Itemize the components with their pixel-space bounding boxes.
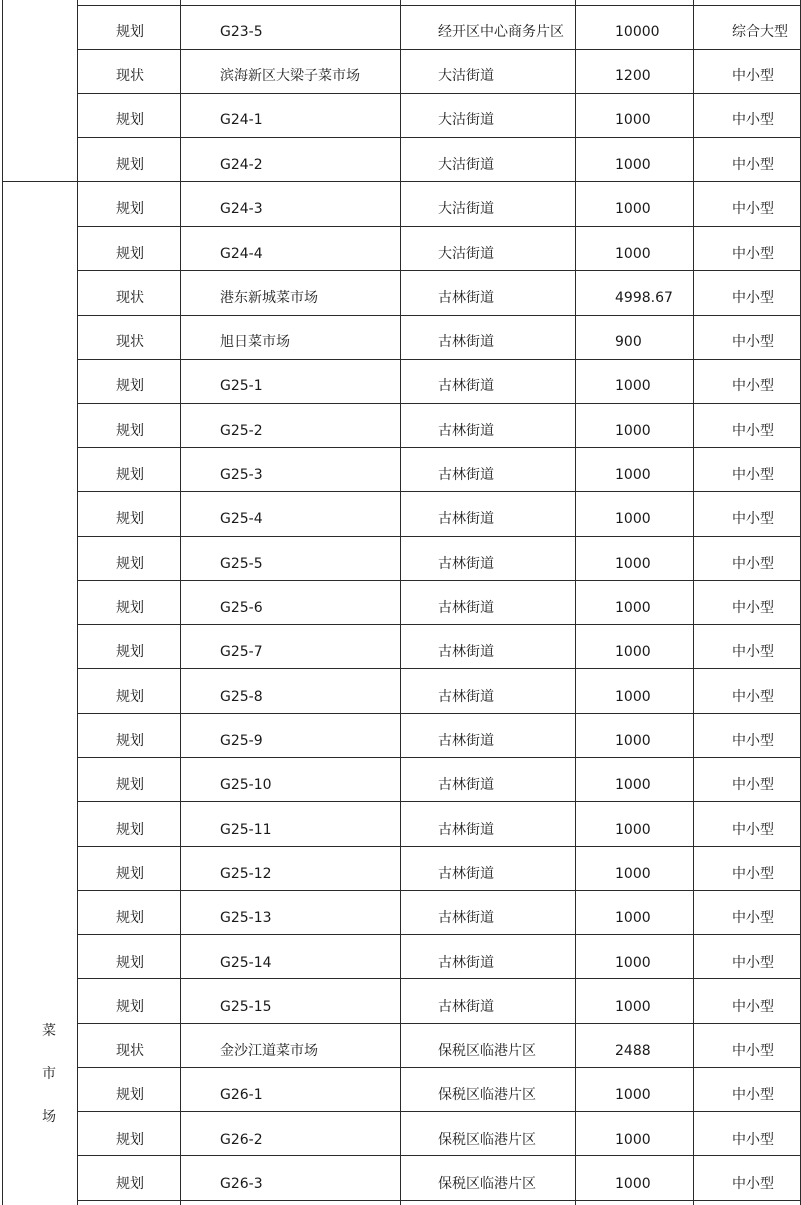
row-divider-11	[77, 491, 801, 492]
code-cell: 金沙江道菜市场	[220, 1043, 318, 1059]
area-cell: 古林街道	[438, 378, 494, 394]
size-cell: 1000	[615, 777, 651, 793]
code-cell: G23-5	[220, 24, 263, 40]
size-cell: 1000	[615, 689, 651, 705]
row-divider-10	[77, 447, 801, 448]
code-cell: G25-15	[220, 999, 272, 1015]
category-label-char: 场	[42, 1109, 56, 1125]
row-divider-13	[77, 580, 801, 581]
code-cell: G26-2	[220, 1132, 263, 1148]
area-cell: 古林街道	[438, 290, 494, 306]
code-cell: 滨海新区大梁子菜市场	[220, 68, 360, 84]
type-cell: 中小型	[732, 334, 774, 350]
status-cell: 规划	[116, 378, 144, 394]
type-cell: 中小型	[732, 157, 774, 173]
row-divider-17	[77, 757, 801, 758]
code-cell: G24-4	[220, 246, 263, 262]
type-cell: 中小型	[732, 1087, 774, 1103]
status-cell: 规划	[116, 955, 144, 971]
size-cell: 1000	[615, 556, 651, 572]
area-cell: 古林街道	[438, 733, 494, 749]
code-cell: G24-3	[220, 201, 263, 217]
code-cell: G25-9	[220, 733, 263, 749]
row-divider-23	[77, 1023, 801, 1024]
status-cell: 规划	[116, 600, 144, 616]
row-divider-8	[77, 359, 801, 360]
type-cell: 中小型	[732, 378, 774, 394]
area-cell: 古林街道	[438, 689, 494, 705]
status-cell: 规划	[116, 910, 144, 926]
size-cell: 1000	[615, 378, 651, 394]
size-cell: 1000	[615, 246, 651, 262]
status-cell: 规划	[116, 689, 144, 705]
area-cell: 古林街道	[438, 910, 494, 926]
row-divider-21	[77, 934, 801, 935]
type-cell: 中小型	[732, 246, 774, 262]
status-cell: 现状	[116, 1043, 144, 1059]
type-cell: 中小型	[732, 822, 774, 838]
size-cell: 1000	[615, 600, 651, 616]
type-cell: 中小型	[732, 423, 774, 439]
row-divider-26	[77, 1155, 801, 1156]
status-cell: 现状	[116, 290, 144, 306]
size-cell: 1000	[615, 112, 651, 128]
category-label-char: 菜	[42, 1023, 56, 1039]
code-cell: G25-3	[220, 467, 263, 483]
status-cell: 现状	[116, 68, 144, 84]
type-cell: 中小型	[732, 201, 774, 217]
row-divider-25	[77, 1111, 801, 1112]
row-divider-0	[77, 5, 801, 6]
code-cell: G25-7	[220, 644, 263, 660]
type-cell: 中小型	[732, 689, 774, 705]
size-cell: 2488	[615, 1043, 651, 1059]
area-cell: 古林街道	[438, 600, 494, 616]
size-cell: 1000	[615, 511, 651, 527]
status-cell: 规划	[116, 423, 144, 439]
area-cell: 大沽街道	[438, 68, 494, 84]
row-divider-9	[77, 403, 801, 404]
type-cell: 中小型	[732, 467, 774, 483]
type-cell: 中小型	[732, 511, 774, 527]
status-cell: 规划	[116, 157, 144, 173]
area-cell: 保税区临港片区	[438, 1176, 536, 1192]
status-cell: 规划	[116, 777, 144, 793]
code-cell: G25-14	[220, 955, 272, 971]
code-cell: G25-13	[220, 910, 272, 926]
status-cell: 规划	[116, 822, 144, 838]
type-cell: 中小型	[732, 600, 774, 616]
size-cell: 1000	[615, 1132, 651, 1148]
status-cell: 规划	[116, 866, 144, 882]
code-cell: G24-2	[220, 157, 263, 173]
code-cell: G26-3	[220, 1176, 263, 1192]
area-cell: 古林街道	[438, 777, 494, 793]
code-cell: G25-1	[220, 378, 263, 394]
status-cell: 现状	[116, 334, 144, 350]
size-cell: 4998.67	[615, 290, 673, 306]
area-cell: 古林街道	[438, 467, 494, 483]
code-cell: G25-5	[220, 556, 263, 572]
type-cell: 中小型	[732, 777, 774, 793]
category-label-char: 市	[42, 1066, 56, 1082]
row-divider-22	[77, 978, 801, 979]
area-cell: 大沽街道	[438, 112, 494, 128]
status-cell: 规划	[116, 1132, 144, 1148]
row-divider-20	[77, 890, 801, 891]
row-divider-3	[77, 137, 801, 138]
code-cell: G25-12	[220, 866, 272, 882]
type-cell: 中小型	[732, 556, 774, 572]
size-cell: 1000	[615, 866, 651, 882]
row-divider-18	[77, 801, 801, 802]
size-cell: 1000	[615, 467, 651, 483]
size-cell: 1000	[615, 910, 651, 926]
code-cell: G24-1	[220, 112, 263, 128]
row-divider-14	[77, 624, 801, 625]
type-cell: 中小型	[732, 999, 774, 1015]
area-cell: 经开区中心商务片区	[438, 24, 564, 40]
type-cell: 中小型	[732, 112, 774, 128]
type-cell: 综合大型	[732, 24, 788, 40]
size-cell: 1000	[615, 822, 651, 838]
row-divider-5	[77, 226, 801, 227]
status-cell: 规划	[116, 467, 144, 483]
status-cell: 规划	[116, 1176, 144, 1192]
area-cell: 古林街道	[438, 866, 494, 882]
status-cell: 规划	[116, 644, 144, 660]
area-cell: 保税区临港片区	[438, 1132, 536, 1148]
row-divider-15	[77, 668, 801, 669]
size-cell: 1000	[615, 999, 651, 1015]
size-cell: 1000	[615, 955, 651, 971]
area-cell: 古林街道	[438, 644, 494, 660]
code-cell: 港东新城菜市场	[220, 290, 318, 306]
area-cell: 大沽街道	[438, 157, 494, 173]
code-cell: G25-10	[220, 777, 272, 793]
status-cell: 规划	[116, 733, 144, 749]
area-cell: 保税区临港片区	[438, 1087, 536, 1103]
size-cell: 1000	[615, 423, 651, 439]
row-divider-24	[77, 1067, 801, 1068]
row-divider-1	[77, 49, 801, 50]
status-cell: 规划	[116, 24, 144, 40]
code-cell: G25-6	[220, 600, 263, 616]
row-divider-27	[77, 1200, 801, 1201]
row-divider-12	[77, 536, 801, 537]
type-cell: 中小型	[732, 1132, 774, 1148]
row-divider-4	[2, 181, 801, 182]
row-divider-7	[77, 315, 801, 316]
type-cell: 中小型	[732, 955, 774, 971]
size-cell: 1000	[615, 201, 651, 217]
status-cell: 规划	[116, 246, 144, 262]
type-cell: 中小型	[732, 1176, 774, 1192]
code-cell: 旭日菜市场	[220, 334, 290, 350]
area-cell: 古林街道	[438, 511, 494, 527]
status-cell: 规划	[116, 511, 144, 527]
code-cell: G25-2	[220, 423, 263, 439]
code-cell: G25-4	[220, 511, 263, 527]
code-cell: G26-1	[220, 1087, 263, 1103]
status-cell: 规划	[116, 1087, 144, 1103]
size-cell: 1000	[615, 733, 651, 749]
type-cell: 中小型	[732, 910, 774, 926]
size-cell: 900	[615, 334, 642, 350]
area-cell: 大沽街道	[438, 201, 494, 217]
row-divider-19	[77, 846, 801, 847]
code-cell: G25-11	[220, 822, 272, 838]
size-cell: 1000	[615, 157, 651, 173]
area-cell: 保税区临港片区	[438, 1043, 536, 1059]
size-cell: 1000	[615, 644, 651, 660]
area-cell: 古林街道	[438, 556, 494, 572]
status-cell: 规划	[116, 201, 144, 217]
row-divider-6	[77, 270, 801, 271]
size-cell: 10000	[615, 24, 660, 40]
row-divider-16	[77, 713, 801, 714]
area-cell: 古林街道	[438, 955, 494, 971]
size-cell: 1000	[615, 1176, 651, 1192]
area-cell: 古林街道	[438, 822, 494, 838]
type-cell: 中小型	[732, 866, 774, 882]
area-cell: 大沽街道	[438, 246, 494, 262]
area-cell: 古林街道	[438, 334, 494, 350]
row-divider-2	[77, 93, 801, 94]
size-cell: 1200	[615, 68, 651, 84]
area-cell: 古林街道	[438, 423, 494, 439]
status-cell: 规划	[116, 999, 144, 1015]
status-cell: 规划	[116, 112, 144, 128]
type-cell: 中小型	[732, 644, 774, 660]
type-cell: 中小型	[732, 68, 774, 84]
status-cell: 规划	[116, 556, 144, 572]
area-cell: 古林街道	[438, 999, 494, 1015]
size-cell: 1000	[615, 1087, 651, 1103]
type-cell: 中小型	[732, 1043, 774, 1059]
type-cell: 中小型	[732, 290, 774, 306]
type-cell: 中小型	[732, 733, 774, 749]
code-cell: G25-8	[220, 689, 263, 705]
